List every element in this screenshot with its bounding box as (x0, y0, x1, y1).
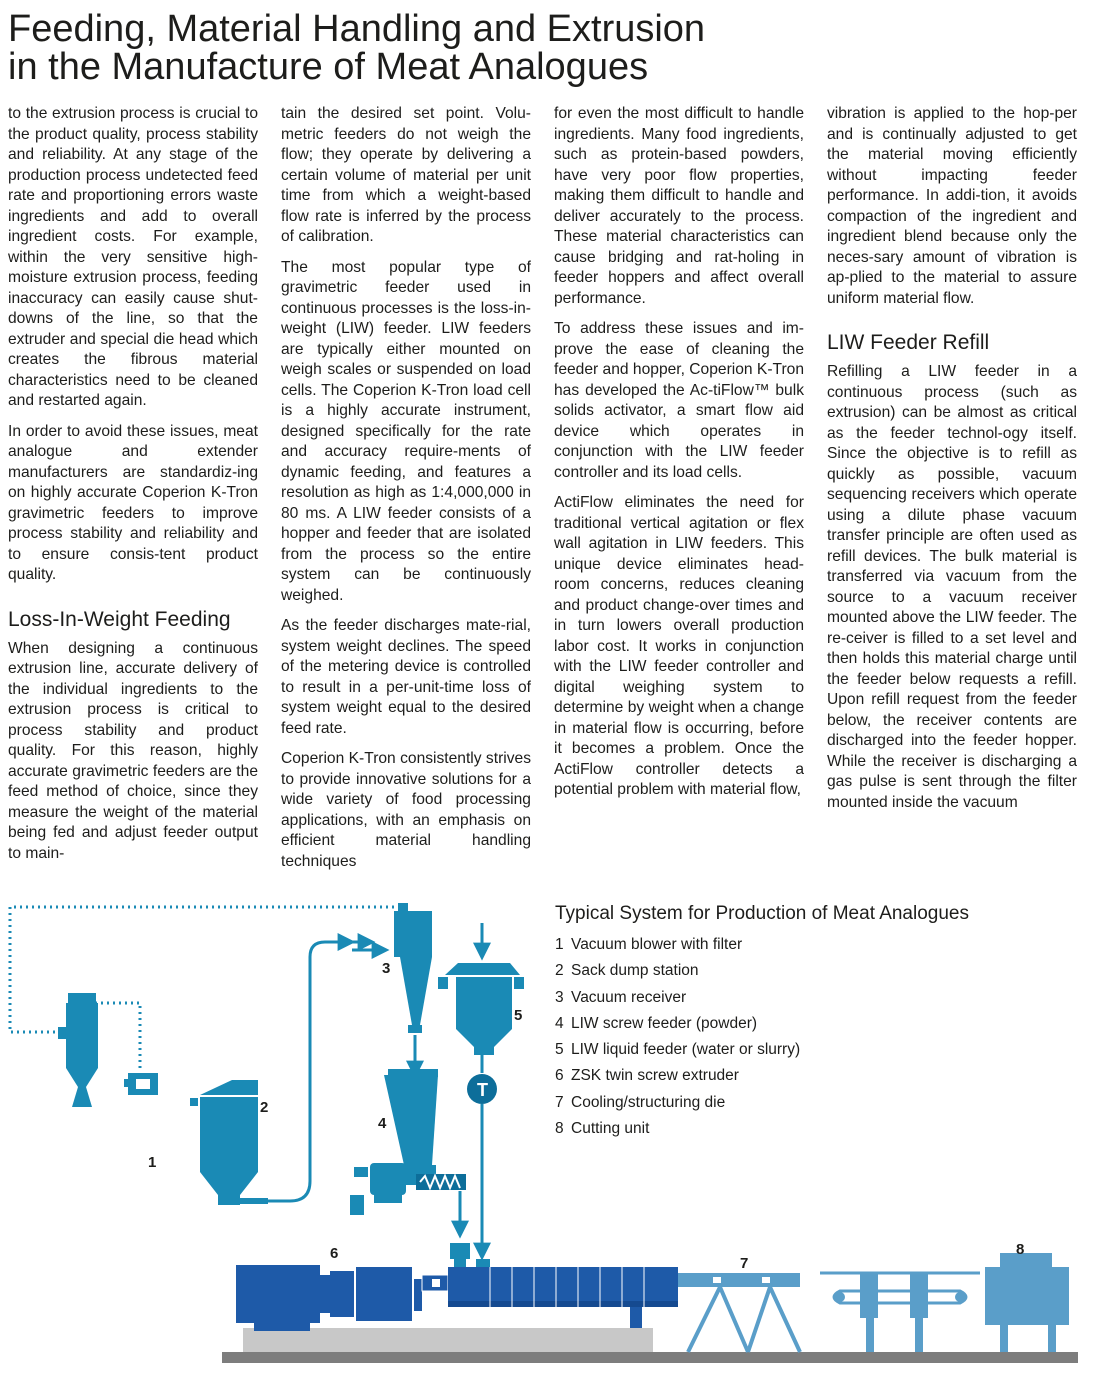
legend-item (555, 1090, 1085, 1116)
title-line-2: in the Manufacture of Meat Analogues (8, 46, 649, 88)
callout-6: 6 (330, 1245, 339, 1262)
extruder-base (243, 1328, 653, 1352)
legend-item-label: Cutting unit (571, 1120, 650, 1138)
legend-title: Typical System for Production of Meat Analogues (555, 903, 969, 924)
paragraph: to the extrusion process is crucial to the product quality, process stability and reliability. At any stage of the production process undetected feed rate and proportioning errors waste ingredients and add to overall ingredient costs. For example, within the very sensitive high-moisture extrusion process, feeding inaccuracy can easily cause shut-downs of the line, so that the extruder and special die head which creates the fibrous material characteristics need to be cleaned and restarted again. (8, 105, 258, 409)
legend-item-number: 4 (555, 1014, 564, 1032)
paragraph: ActiFlow eliminates the need for traditional vertical agitation or flex wall agitation in LIW feeders. This unique device eliminates head-room concerns, reduces cleaning and product change-over times and in turn lowers overall production labor cost. It works in conjunction with the LIW feeder controller and digital weighing system to determine by weight when a change in material flow is occurring, before it becomes a problem. Once the ActiFlow controller detects a potential problem with material flow, (554, 494, 804, 798)
paragraph: for even the most difficult to handle ingredients. Many food ingredients, such as protein-based powders, have very poor flow properties, making them difficult to handle and deliver accurately to the process. These material characteristics can cause bridging and rat-holing in feeder hoppers and affect overall performance. (554, 105, 804, 307)
paragraph: The most popular type of gravimetric feeder used in continuous processes is the loss-in-weight (LIW) feeder. LIW feeders are typically either mounted on weigh scales or suspended on load cells. The Coperion K-Tron load cell is a highly accurate instrument, designed specifically for the rate and accuracy require-ments of dynamic feeding, and features a resolution as high as 1:4,000,000 in 80 ms. A LIW feeder consists of a hopper and feeder that are isolated from the process so the entire system can be continuously weighed. (281, 258, 531, 604)
legend-list (555, 932, 1085, 1142)
article-title (8, 10, 1088, 86)
sack-dump-station (190, 1080, 268, 1205)
paragraph: When designing a continuous extrusion line, accurate delivery of the individual ingredients to the extrusion process is critical to process stability and product quality. For this reason, highly accurate gravimetric feeders are the feed method of choice, since they measure the weight of the material being fed and adjust feeder output to main- (8, 639, 258, 862)
legend-item (555, 1011, 1085, 1037)
cooling-structuring-die (678, 1273, 800, 1352)
legend-item-label: LIW screw feeder (powder) (571, 1014, 758, 1032)
paragraph: As the feeder discharges mate-rial, system weight declines. The speed of the metering device is controlled to result in a per-unit-time loss of system weight equal to the desired feed rate. (281, 617, 531, 737)
legend-item-number: 1 (555, 936, 564, 953)
legend-item (555, 985, 1085, 1011)
callout-4: 4 (378, 1115, 387, 1132)
article-body (8, 104, 1080, 882)
column-3 (554, 104, 804, 882)
legend-item (555, 1063, 1085, 1089)
column-2 (281, 104, 531, 882)
floor (222, 1352, 1078, 1363)
legend-item-label: LIW liquid feeder (water or slurry) (571, 1041, 801, 1059)
conveying-line (268, 942, 352, 1201)
legend-item-number: 6 (555, 1067, 564, 1085)
paragraph: vibration is applied to the hop-per and is continually adjusted to get the material moving efficiently without impacting feeder performance. In addi-tion, it avoids compaction of the ingredient and ingredient blend because only the neces-sary amount of vibration is ap-plied to the material to assure uniform material flow. (827, 105, 1077, 307)
legend-item-label: Vacuum receiver (571, 988, 687, 1006)
paragraph: In order to avoid these issues, meat analogue and extender manufacturers are standardiz-ing on highly accurate Coperion K-Tron gravimetric feeders to improve process stability and reliability and to ensure consis-tent product quality. (8, 422, 258, 583)
legend-item-number: 2 (555, 962, 564, 980)
paragraph: To address these issues and im-prove the ease of cleaning the feeder and hopper, Coperion K-Tron has developed the Ac-tiFlow™ bulk solids activator, a smart flow aid device which operates in conjunction with the LIW feeder controller and its load cells. (554, 320, 804, 481)
liw-screw-feeder (350, 1069, 466, 1215)
legend-item (555, 1037, 1085, 1063)
section-heading: Loss-In-Weight Feeding (8, 607, 231, 631)
paragraph: Coperion K-Tron consistently strives to provide innovative solutions for a wide variety of food processing applications, with an emphasis on efficient material handling techniques (281, 750, 531, 870)
legend-item (555, 958, 1085, 984)
callout-3: 3 (382, 960, 391, 977)
legend-item-label: Sack dump station (571, 962, 699, 980)
paragraph: tain the desired set point. Volu-metric feeders do not weigh the flow; they operate by delivering a certain volume of material per unit time from which a weight-based flow rate is inferred by the process of calibration. (281, 105, 531, 245)
callout-2: 2 (260, 1099, 269, 1116)
title-line-1: Feeding, Material Handling and Extrusion (8, 8, 706, 50)
legend-item-label: Vacuum blower with filter (571, 936, 743, 953)
callout-5: 5 (514, 1007, 523, 1024)
cutting-unit (820, 1253, 1069, 1352)
legend-item-number: 7 (555, 1093, 564, 1111)
vacuum-blower-with-filter (58, 993, 158, 1107)
vacuum-receiver (394, 903, 432, 1033)
svg-text:T: T (477, 1080, 488, 1100)
zsk-twin-screw-extruder (236, 1243, 678, 1331)
legend-item-label: Cooling/structuring die (571, 1093, 726, 1111)
section-heading: LIW Feeder Refill (827, 331, 990, 354)
callout-8: 8 (1016, 1241, 1025, 1258)
legend-item (555, 932, 1085, 958)
column-1 (8, 104, 258, 882)
liw-liquid-feeder (438, 963, 524, 1104)
legend-item-label: ZSK twin screw extruder (571, 1067, 739, 1085)
paragraph: Refilling a LIW feeder in a continuous process (such as extrusion) can be almost as critical as the feeder technol-ogy itself. Since the objective is to refill as quickly as possible, vacuum sequencing receivers which operate using a dilute phase vacuum transfer principle are often used as refill devices. The bulk material is transferred via vacuum from the source to a vacuum receiver mounted above the LIW feeder. The re-ceiver is filled to a set level and then holds this material charge until the feeder below requests a refill. Upon refill request from the feeder below, the receiver contents are discharged into the feeder hopper. While the receiver is discharging a gas pulse is sent through the filter mounted inside the vacuum (827, 363, 1077, 811)
legend-item-number: 3 (555, 988, 564, 1006)
legend-item-number: 8 (555, 1120, 564, 1138)
vacuum-line (95, 1003, 140, 1070)
callout-1: 1 (148, 1154, 157, 1171)
legend-item-number: 5 (555, 1041, 564, 1059)
legend-item (555, 1116, 1085, 1142)
column-4 (827, 104, 1077, 882)
diagram-legend (555, 902, 1085, 1142)
callout-7: 7 (740, 1255, 749, 1272)
